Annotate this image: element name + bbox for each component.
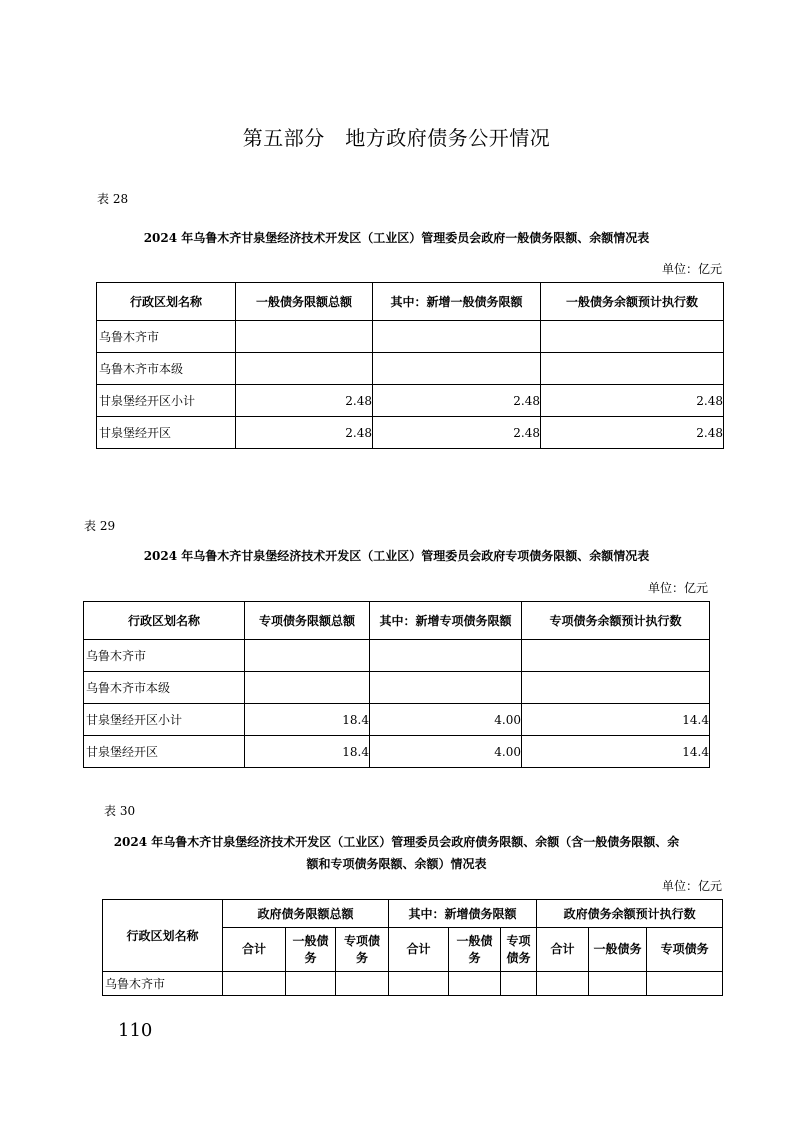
- sub-header: 合计: [223, 928, 286, 972]
- table-30: [102, 899, 723, 996]
- value-cell: [537, 972, 589, 996]
- value-cell: [236, 353, 373, 385]
- column-header: 专项债务余额预计执行数: [522, 602, 710, 640]
- value-cell: 14.4: [522, 736, 710, 768]
- column-header: 一般债务限额总额: [236, 283, 373, 321]
- table-30-title-line1: 2024 年乌鲁木齐甘泉堡经济技术开发区（工业区）管理委员会政府债务限额、余额（含一般债务限额、余: [113, 835, 680, 849]
- value-cell: [501, 972, 537, 996]
- column-header: 其中：新增一般债务限额: [373, 283, 541, 321]
- value-cell: [449, 972, 501, 996]
- table-30-label: 表 30: [104, 804, 136, 818]
- table-30-title-line2: 额和专项债务限额、余额）情况表: [306, 857, 487, 871]
- table-row: [84, 736, 710, 768]
- value-cell: 2.48: [373, 417, 541, 449]
- value-cell: [236, 321, 373, 353]
- value-cell: 2.48: [236, 417, 373, 449]
- value-cell: 2.48: [236, 385, 373, 417]
- table-row: [97, 321, 724, 353]
- region-name-cell: 甘泉堡经开区小计: [97, 385, 236, 417]
- value-cell: 2.48: [541, 385, 724, 417]
- value-cell: 18.4: [245, 704, 370, 736]
- value-cell: [522, 640, 710, 672]
- column-header: 其中：新增专项债务限额: [370, 602, 522, 640]
- value-cell: [541, 353, 724, 385]
- table-28: [96, 282, 724, 449]
- table-28-unit: 单位：亿元: [661, 262, 722, 276]
- region-name-cell: 甘泉堡经开区: [97, 417, 236, 449]
- table-row: [84, 640, 710, 672]
- region-name-cell: 乌鲁木齐市本级: [84, 672, 245, 704]
- region-name-cell: 乌鲁木齐市: [97, 321, 236, 353]
- sub-header: 专项债务: [647, 928, 723, 972]
- value-cell: 4.00: [370, 704, 522, 736]
- value-cell: 2.48: [541, 417, 724, 449]
- value-cell: [647, 972, 723, 996]
- value-cell: [373, 321, 541, 353]
- region-name-cell: 乌鲁木齐市: [103, 972, 223, 996]
- column-header: 行政区划名称: [97, 283, 236, 321]
- region-name-cell: 乌鲁木齐市: [84, 640, 245, 672]
- table-row: [103, 972, 723, 996]
- column-header: 行政区划名称: [84, 602, 245, 640]
- group-header: 政府债务余额预计执行数: [537, 900, 723, 928]
- sub-header: 合计: [389, 928, 449, 972]
- value-cell: [245, 672, 370, 704]
- sub-header: 一般债务: [589, 928, 647, 972]
- value-cell: [541, 321, 724, 353]
- table-header-row: [84, 602, 710, 640]
- sub-header: 一般债务: [449, 928, 501, 972]
- table-header-row: [97, 283, 724, 321]
- table-28-label: 表 28: [97, 192, 129, 206]
- column-header: 一般债务余额预计执行数: [541, 283, 724, 321]
- group-header: 其中：新增债务限额: [389, 900, 537, 928]
- column-header: 行政区划名称: [103, 900, 223, 972]
- table-row: [84, 704, 710, 736]
- section-title: 第五部分 地方政府债务公开情况: [242, 126, 551, 150]
- table-30-unit: 单位：亿元: [661, 879, 722, 893]
- value-cell: [245, 640, 370, 672]
- page-number: 110: [118, 1020, 153, 1041]
- table-29: [83, 601, 710, 768]
- column-header: 专项债务限额总额: [245, 602, 370, 640]
- region-name-cell: 乌鲁木齐市本级: [97, 353, 236, 385]
- region-name-cell: 甘泉堡经开区: [84, 736, 245, 768]
- sub-header: 合计: [537, 928, 589, 972]
- value-cell: [370, 640, 522, 672]
- value-cell: 18.4: [245, 736, 370, 768]
- value-cell: 14.4: [522, 704, 710, 736]
- table-29-title: 2024 年乌鲁木齐甘泉堡经济技术开发区（工业区）管理委员会政府专项债务限额、余额情况表: [143, 549, 650, 563]
- table-row: [97, 385, 724, 417]
- value-cell: [589, 972, 647, 996]
- value-cell: [522, 672, 710, 704]
- table-header-row: [103, 900, 723, 928]
- group-header: 政府债务限额总额: [223, 900, 389, 928]
- value-cell: [336, 972, 389, 996]
- table-29-label: 表 29: [84, 519, 116, 533]
- table-28-title: 2024 年乌鲁木齐甘泉堡经济技术开发区（工业区）管理委员会政府一般债务限额、余额情况表: [143, 231, 650, 245]
- table-row: [84, 672, 710, 704]
- value-cell: [373, 353, 541, 385]
- value-cell: [286, 972, 336, 996]
- value-cell: [370, 672, 522, 704]
- value-cell: 2.48: [373, 385, 541, 417]
- sub-header: 专项债务: [501, 928, 537, 972]
- value-cell: [389, 972, 449, 996]
- region-name-cell: 甘泉堡经开区小计: [84, 704, 245, 736]
- table-row: [97, 353, 724, 385]
- table-row: [97, 417, 724, 449]
- table-29-unit: 单位：亿元: [647, 581, 708, 595]
- value-cell: 4.00: [370, 736, 522, 768]
- sub-header: 一般债务: [286, 928, 336, 972]
- value-cell: [223, 972, 286, 996]
- sub-header: 专项债务: [336, 928, 389, 972]
